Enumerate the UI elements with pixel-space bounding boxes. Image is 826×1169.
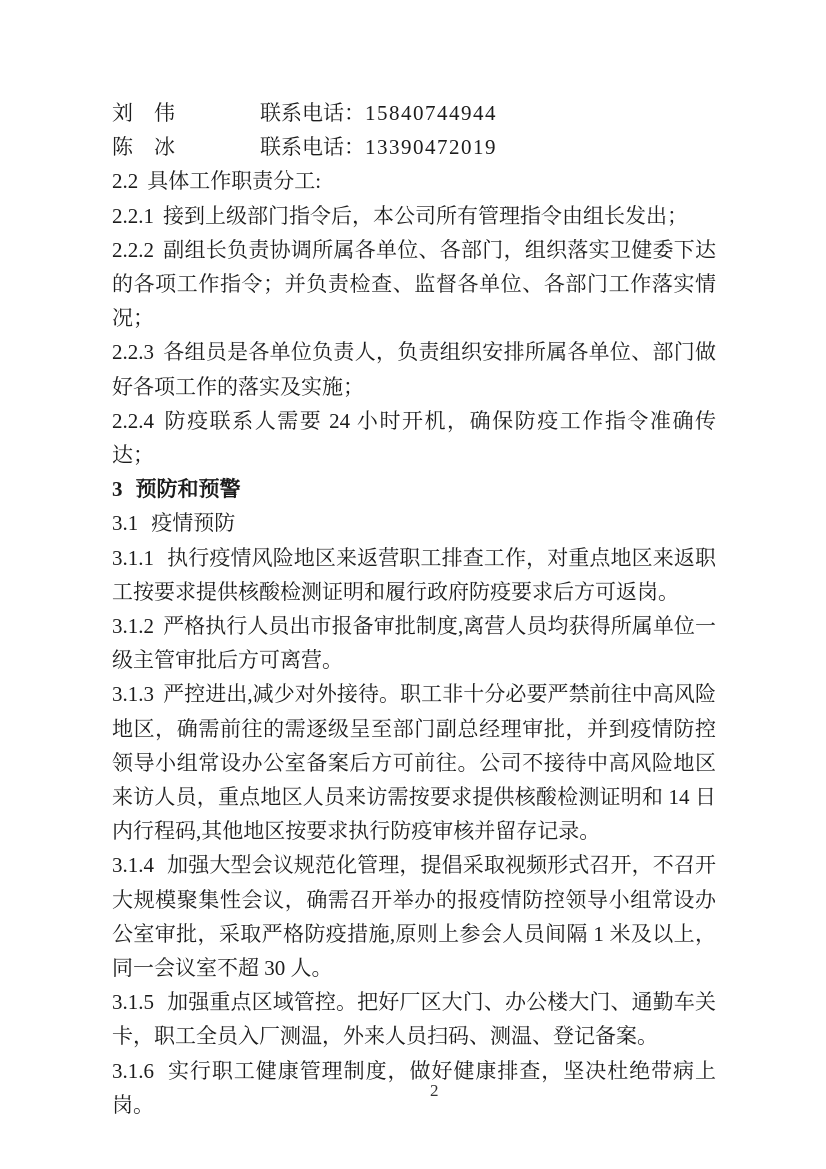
clause-text: 副组长负责协调所属各单位、各部门，组织落实卫健委下达的各项工作指令；并负责检查、监督各单位、各部门工作落实情况； [112,237,716,331]
clause-text: 加强重点区域管控。把好厂区大门、办公楼大门、通勤车关卡，职工全员入厂测温，外来人员扫码、测温、登记备案。 [112,990,716,1049]
page-content [112,96,716,1122]
clause-text: 加强大型会议规范化管理，提倡采取视频形式召开，不召开大规模聚集性会议，确需召开举办的报疫情防控领导小组常设办公室审批，采取严格防疫措施,原则上参会人员间隔 1 米及以上，同一会议室不超 30 人。 [112,853,716,981]
clause-number: 3.1.5 [112,990,154,1015]
paragraph-3-1 [112,506,716,540]
clause-number: 3.1 [112,511,139,536]
clause-number: 2.2.2 [112,237,154,262]
paragraph-3-1-5 [112,985,716,1053]
contact-line [112,130,716,164]
clause-text: 严格执行人员出市报备审批制度,离营人员均获得所属单位一级主管审批后方可离营。 [112,614,716,673]
paragraph-3-1-2 [112,609,716,677]
paragraph-2-2-1 [112,199,716,233]
paragraph-2-2-4 [112,404,716,472]
section-heading-3 [112,472,716,506]
clause-text: 执行疫情风险地区来返营职工排查工作，对重点地区来返职工按要求提供核酸检测证明和履行政府防疫要求后方可返岗。 [112,545,716,604]
paragraph-2-2-2 [112,233,716,336]
contact-line [112,96,716,130]
clause-text: 防疫联系人需要 24 小时开机，确保防疫工作指令准确传达； [112,408,716,468]
clause-text: 严控进出,减少对外接待。职工非十分必要严禁前往中高风险地区，确需前往的需逐级呈至部门副总经理审批，并到疫情防控领导小组常设办公室备案后方可前往。公司不接待中高风险地区来访人员，重点地区人员来访需按要求提供核酸检测证明和 14 日内行程码,其他地区按要求执行防疫审核并留存记录。 [112,682,716,844]
section-number: 3 [112,477,123,502]
clause-text: 具体工作职责分工: [147,169,322,194]
section-title: 预防和预警 [135,477,241,502]
clause-number: 3.1.3 [112,682,154,707]
clause-number: 3.1.1 [112,545,154,570]
clause-text: 实行职工健康管理制度，做好健康排查，坚决杜绝带病上岗。 [112,1058,716,1117]
contact-person-name: 刘 伟 [112,101,175,125]
clause-number: 2.2.1 [112,203,154,228]
clause-text: 接到上级部门指令后，本公司所有管理指令由组长发出； [163,203,688,228]
clause-text: 疫情预防 [151,511,236,536]
clause-text: 各组员是各单位负责人，负责组织安排所属各单位、部门做好各项工作的落实及实施； [112,340,716,399]
paragraph-3-1-6 [112,1054,716,1122]
clause-number: 3.1.2 [112,614,154,639]
clause-number: 2.2.3 [112,340,154,365]
contact-phone-label: 联系电话： [260,101,365,125]
paragraph-2-2-3 [112,335,716,403]
paragraph-3-1-4 [112,848,716,985]
contact-phone-label: 联系电话： [260,135,365,160]
clause-number: 3.1.6 [112,1058,154,1083]
page-number: 2 [430,1081,439,1100]
paragraph-3-1-1 [112,541,716,609]
contact-phone-number: 13390472019 [365,135,497,160]
clause-number: 3.1.4 [112,853,154,878]
clause-number: 2.2.4 [112,408,154,433]
contact-person-name: 陈 冰 [112,135,175,160]
paragraph-3-1-3 [112,677,716,848]
clause-number: 2.2 [112,169,139,194]
paragraph-2-2 [112,164,716,198]
contact-phone-number: 15840744944 [365,101,497,125]
